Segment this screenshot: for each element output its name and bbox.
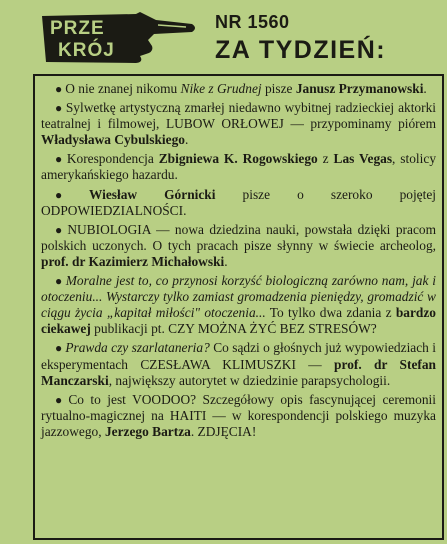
article-text: prof. dr Kazimierz Michałowski (41, 253, 225, 269)
article-item (41, 273, 436, 337)
bullet-icon: ● (55, 341, 63, 356)
article-item (41, 81, 436, 97)
przekroj-logo (40, 10, 198, 65)
article-item (41, 151, 436, 183)
header (0, 0, 447, 72)
article-text: . ZDJĘCIA! (190, 423, 257, 439)
issue-number: NR 1560 (215, 12, 290, 32)
bullet-icon: ● (55, 222, 65, 237)
article-text: NUBIOLOGIA — nowa dziedzina nauki, powstała dzięki pracom polskich uczonych. O tych pracach pisze słynny w świecie archeolog, (41, 221, 436, 253)
article-text: Las Vegas (333, 151, 393, 167)
article-text: , stolicy amerykańskiego hazardu. (41, 151, 437, 183)
article-text: Korespondencja (66, 151, 159, 167)
article-item (41, 187, 436, 219)
article-text: pisze o szeroko pojętej ODPOWIEDZIALNOŚCI. (41, 186, 437, 218)
bullet-icon: ● (55, 82, 63, 96)
article-text: , największy autorytet w dziedzinie parapsychologii. (108, 372, 391, 388)
article-text: Prawda czy szarlataneria? (65, 340, 210, 356)
article-text: . (423, 81, 427, 96)
article-text: pisze (261, 81, 296, 96)
article-item (41, 222, 436, 270)
bullet-icon: ● (55, 274, 63, 289)
article-item (41, 100, 436, 148)
article-text: publikacji pt. CZY MOŻNA ŻYĆ BEZ STRESÓW? (90, 321, 377, 337)
article-text: Janusz Przymanowski (295, 81, 424, 96)
article-text: O nie znanej nikomu (65, 81, 181, 96)
article-text: z (317, 151, 334, 167)
article-text: Co to jest VOODOO? Szczegółowy opis fascynującej ceremonii rytualno-magicznej na HAITI — w korespondencji polskiego muzyka jazzowego, (41, 391, 437, 439)
bullet-icon: ● (55, 392, 66, 407)
bullet-icon: ● (55, 101, 63, 116)
logo-bottom-text: KRÓJ (58, 40, 115, 61)
logo-top-text: PRZE (50, 18, 105, 39)
article-text: Zbigniewa K. Rogowskiego (158, 151, 318, 167)
contents-box (33, 74, 444, 540)
article-text: Co sądzi o głośnych już wypowiedziach i eksperymentach CZESŁAWA KLIMUSZKI — (41, 340, 437, 372)
bullet-icon: ● (55, 187, 86, 202)
pointing-hand-logo-icon (40, 10, 198, 65)
article-text: prof. dr Stefan Manczarski (41, 356, 436, 388)
article-item (41, 392, 436, 440)
article-text: Moralne jest to, co przynosi korzyść biologiczną zarówno nam, jak i otoczeniu... Wystarczy tylko zamiast gromadzenia pieniędzy, gromadzić w ciągu życia „kapitał miłości" otoczenia... (41, 273, 436, 321)
article-text: Sylwetkę artystyczną zmarłej niedawno wybitnej radzieckiej aktorki teatralnej i filmowej, LUBOW ORŁOWEJ — przypominamy piórem (41, 100, 436, 132)
article-text: Władysława Cybulskiego (41, 132, 185, 148)
article-text: Nike z Grudnej (180, 81, 262, 96)
page-title: ZA TYDZIEŃ: (215, 36, 387, 64)
article-item (41, 340, 436, 388)
article-text: bardzo ciekawej (41, 305, 436, 337)
article-text: To tylko dwa zdania z (265, 305, 396, 321)
article-text: . (184, 132, 189, 148)
article-text: Jerzego Bartza (104, 423, 191, 439)
bullet-icon: ● (55, 152, 64, 167)
article-text: Wiesław Górnicki (88, 186, 216, 202)
article-text: . (224, 253, 228, 269)
